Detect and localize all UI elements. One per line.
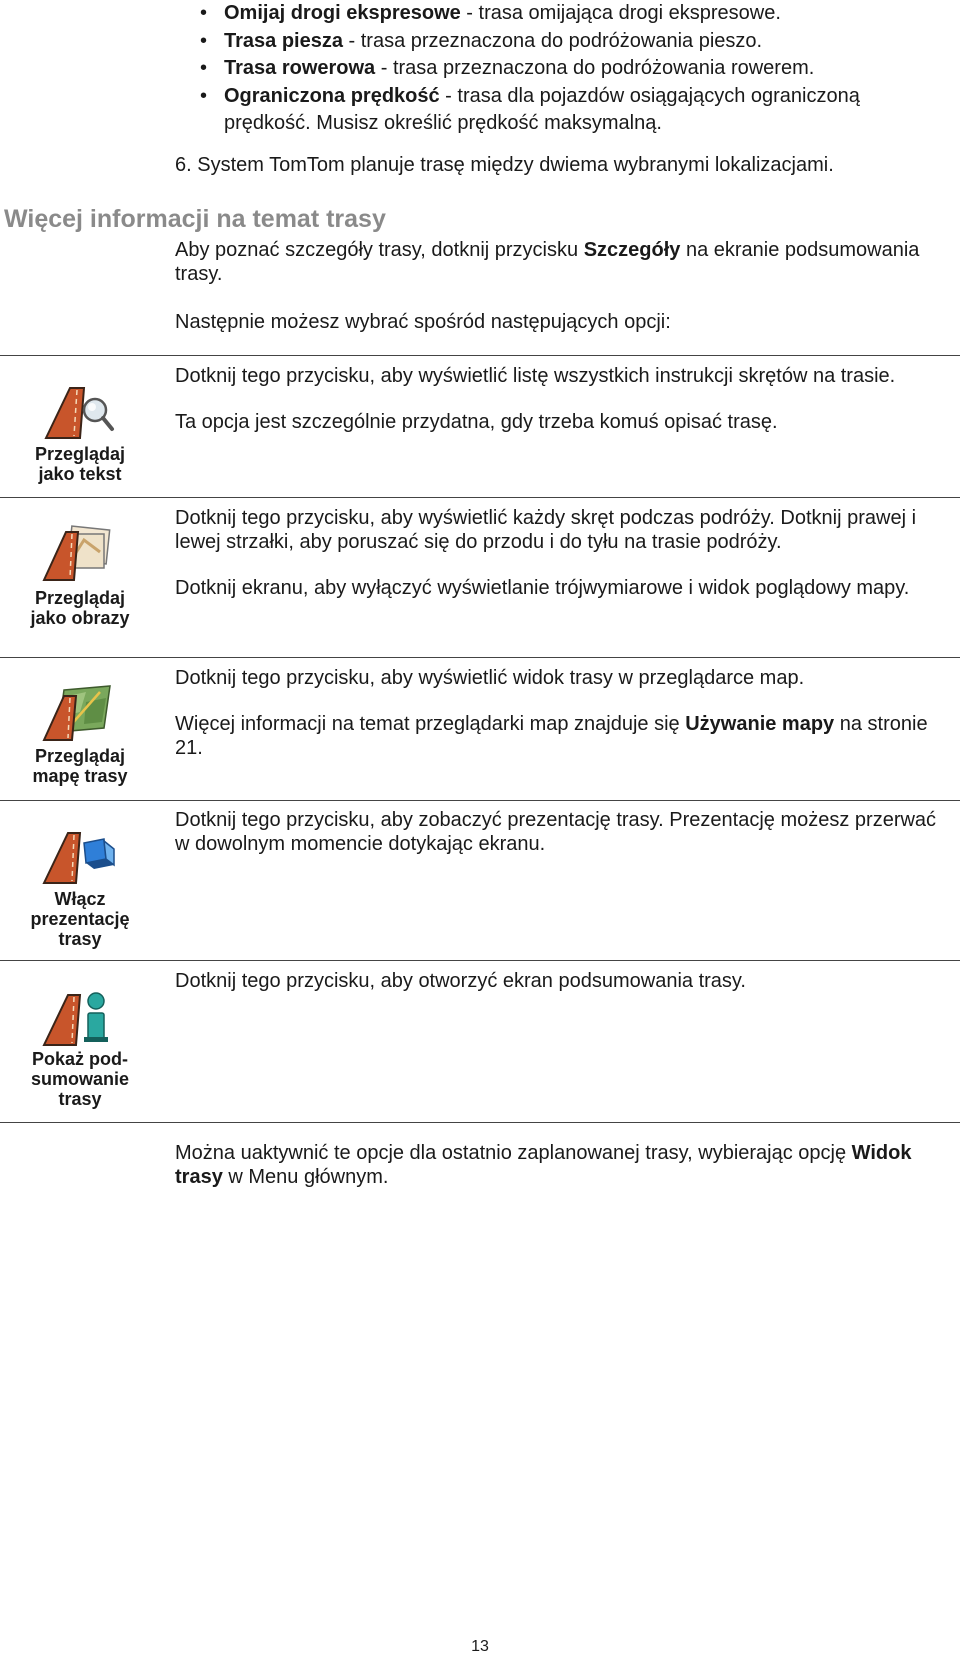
browse-route-map-button[interactable] bbox=[0, 658, 160, 799]
option-description: Dotknij tego przycisku, aby wyświetlić każdy skręt podczas podróży. Dotknij prawej i lewej strzałki, aby poruszać się do przodu i do tyłu na trasie podróży. Dotknij ekranu, aby wyłączyć wyświetlanie trójwymiarowe i widok poglądowy mapy. bbox=[175, 507, 917, 599]
list-item: • Trasa rowerowa - trasa przeznaczona do podróżowania rowerem. bbox=[200, 55, 940, 83]
list-item: • Trasa piesza - trasa przeznaczona do podróżowania pieszo. bbox=[200, 28, 940, 56]
section-heading: Więcej informacji na temat trasy bbox=[4, 205, 386, 233]
option-description: Dotknij tego przycisku, aby wyświetlić widok trasy w przeglądarce map. Więcej informacji na temat przeglądarki map znajduje się Używanie mapy na stronie 21. bbox=[175, 667, 928, 759]
option-description: Dotknij tego przycisku, aby otworzyć ekran podsumowania trasy. bbox=[175, 970, 746, 992]
route-demo-icon bbox=[40, 825, 118, 887]
route-magnifier-icon bbox=[40, 382, 118, 444]
footer-note: Można uaktywnić te opcje dla ostatnio zaplanowanej trasy, wybierając opcję Widok trasy w Menu głównym. bbox=[175, 1142, 912, 1188]
route-map-icon bbox=[40, 682, 118, 744]
button-label: Włącz prezentację trasy bbox=[30, 889, 130, 949]
button-label: Przeglądaj jako obrazy bbox=[30, 588, 130, 628]
intro-paragraph: Aby poznać szczegóły trasy, dotknij przycisku Szczegóły na ekranie podsumowania trasy. bbox=[175, 239, 920, 285]
route-summary-icon bbox=[40, 987, 118, 1049]
route-demo-button[interactable] bbox=[0, 801, 160, 959]
button-label: Pokaż pod- sumowanie trasy bbox=[30, 1049, 130, 1109]
list-item: • Omijaj drogi ekspresowe - trasa omijająca drogi ekspresowe. bbox=[200, 0, 940, 28]
browse-as-text-button[interactable] bbox=[0, 356, 160, 496]
route-images-icon bbox=[40, 522, 118, 584]
button-label: Przeglądaj jako tekst bbox=[34, 444, 126, 484]
divider bbox=[0, 1122, 960, 1123]
option-description: Dotknij tego przycisku, aby zobaczyć prezentację trasy. Prezentację możesz przerwać w dowolnym momencie dotykając ekranu. bbox=[175, 809, 937, 855]
route-type-list bbox=[200, 0, 940, 138]
page-number: 13 bbox=[471, 1638, 489, 1655]
intro-paragraph-2: Następnie możesz wybrać spośród następujących opcji: bbox=[175, 311, 671, 333]
list-item: • Ograniczona prędkość - trasa dla pojazdów osiągających ograniczoną prędkość. Musisz określić prędkość maksymalną. bbox=[200, 83, 940, 138]
button-label: Przeglądaj mapę trasy bbox=[32, 746, 128, 786]
browse-as-images-button[interactable] bbox=[0, 498, 160, 656]
show-route-summary-button[interactable] bbox=[0, 961, 160, 1121]
option-description: Dotknij tego przycisku, aby wyświetlić listę wszystkich instrukcji skrętów na trasie. Ta opcja jest szczególnie przydatna, gdy trzeba komuś opisać trasę. bbox=[175, 365, 896, 433]
step-6-text: 6. System TomTom planuje trasę między dwiema wybranymi lokalizacjami. bbox=[175, 154, 834, 176]
